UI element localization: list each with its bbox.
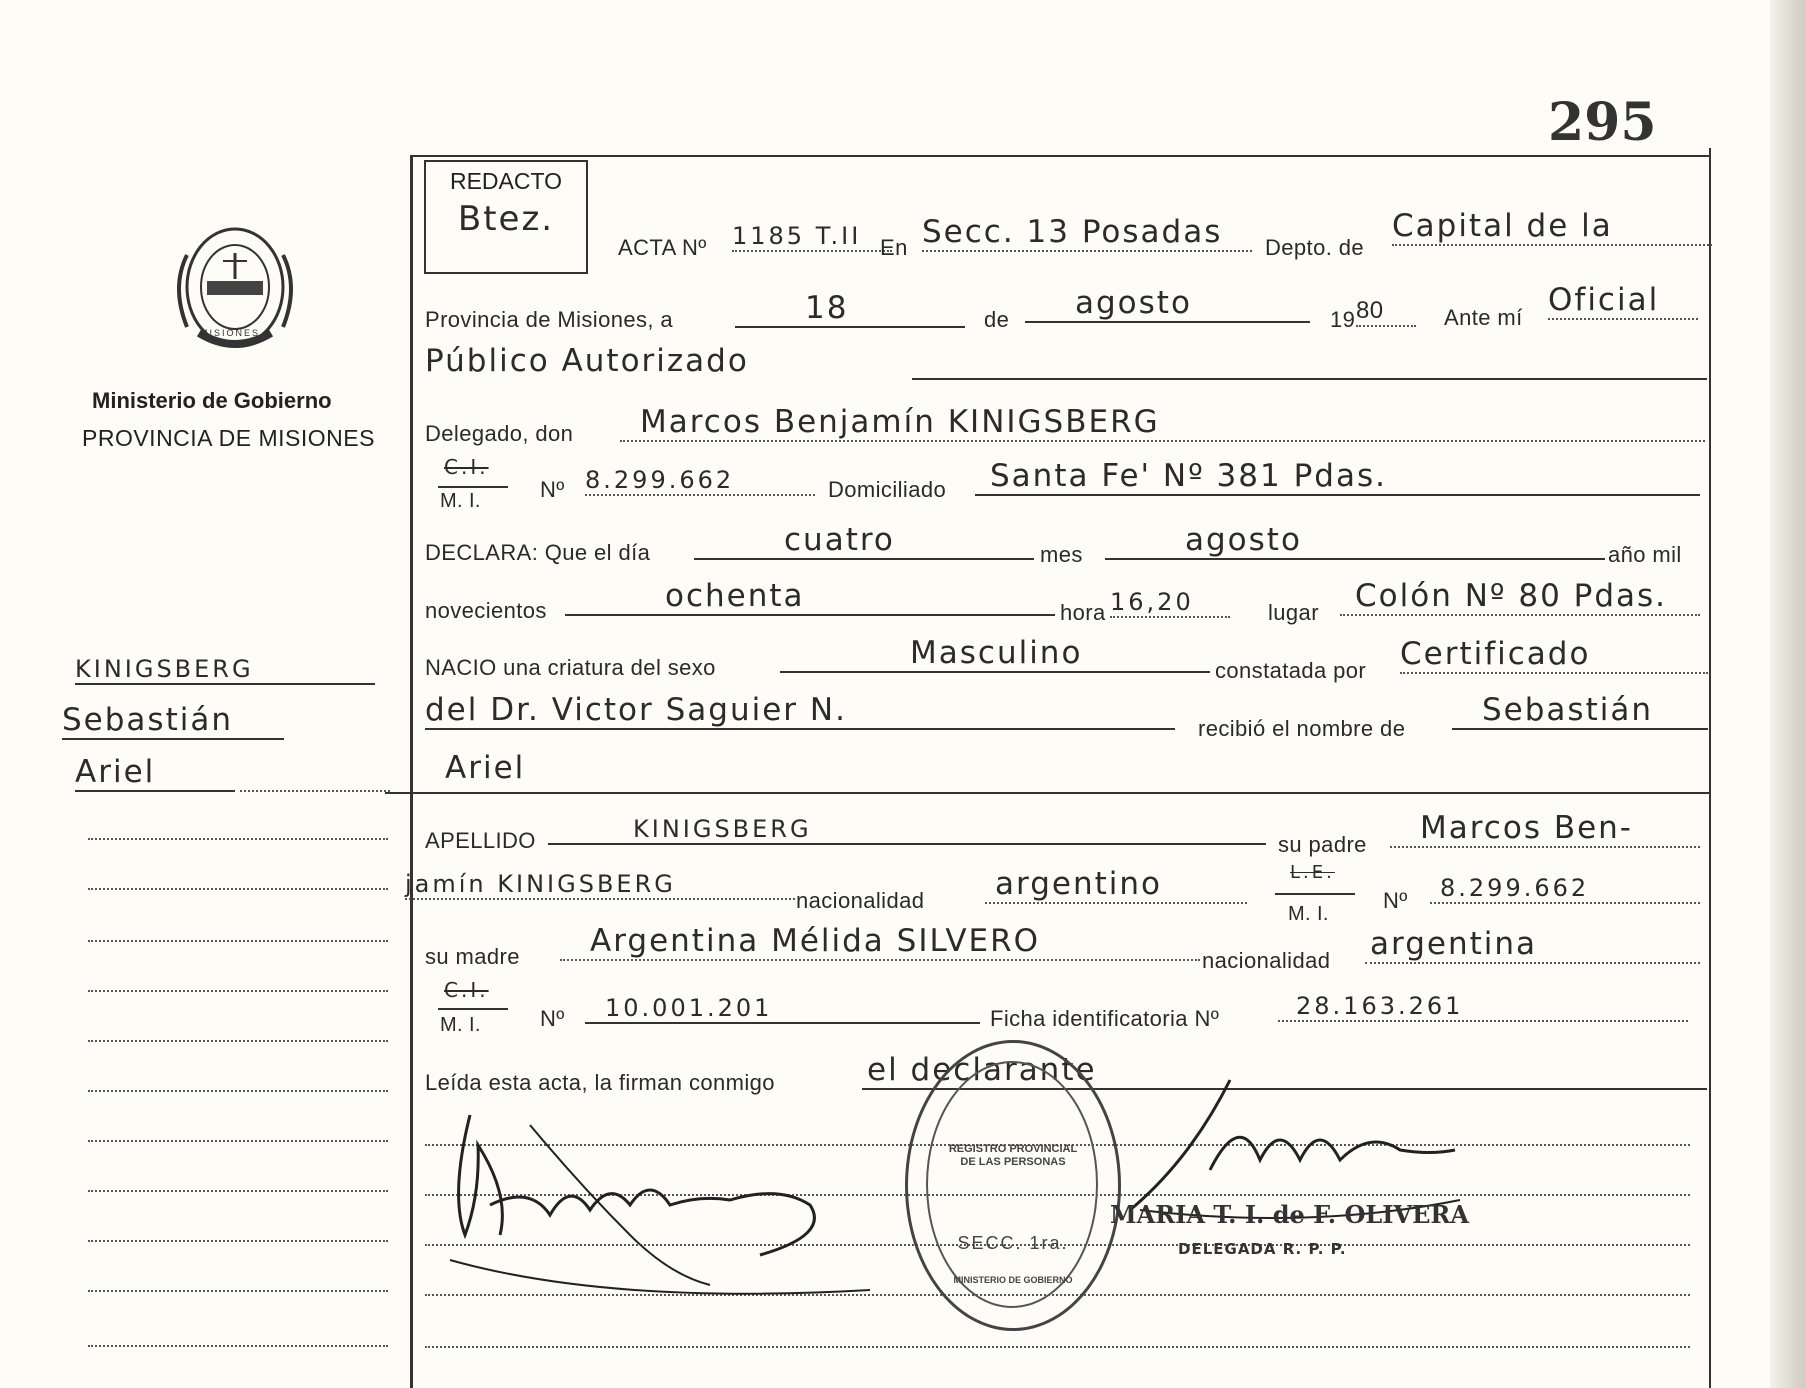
year-suffix: 80 bbox=[1356, 297, 1416, 327]
right-border bbox=[1709, 148, 1711, 1388]
margin-surname: KINIGSBERG bbox=[75, 655, 375, 685]
name-section-divider bbox=[385, 792, 1710, 794]
depto-label: Depto. de bbox=[1265, 235, 1365, 260]
recibio-label: recibió el nombre de bbox=[1198, 716, 1406, 741]
margin-dotted-line bbox=[240, 790, 390, 792]
declara-label: DECLARA: Que el día bbox=[425, 540, 651, 565]
delegado-no-label: Nº bbox=[540, 477, 565, 502]
birth-hour: 16,20 bbox=[1110, 588, 1230, 618]
margin-dotted-line bbox=[88, 888, 388, 890]
en-label: En bbox=[880, 235, 908, 260]
margin-dotted-line bbox=[88, 1290, 388, 1292]
left-border bbox=[410, 155, 413, 1388]
stamp-section: SECC. 1ra. bbox=[957, 1233, 1069, 1253]
padre-no-label: Nº bbox=[1383, 888, 1408, 913]
delegado-name: Marcos Benjamín KINIGSBERG bbox=[620, 404, 1705, 442]
padre-value: Marcos Ben- bbox=[1390, 810, 1700, 848]
margin-dotted-line bbox=[88, 940, 388, 942]
constatada-continued: del Dr. Victor Saguier N. bbox=[425, 692, 1175, 730]
domicilio-label: Domiciliado bbox=[828, 477, 947, 502]
page-number: 295 bbox=[1548, 92, 1657, 153]
madre-doc-struck: C.I. bbox=[444, 978, 489, 1002]
seal-caption-word: MISIONES bbox=[200, 328, 261, 338]
seal-caption bbox=[200, 328, 260, 338]
birth-year: ochenta bbox=[565, 578, 1055, 616]
stamp-bottom-text: MINISTERIO DE GOBIERNO bbox=[953, 1275, 1073, 1285]
ficha-label: Ficha identificatoria Nº bbox=[990, 1006, 1220, 1031]
margin-dotted-line bbox=[88, 1040, 388, 1042]
redacto-label: REDACTO bbox=[449, 168, 563, 194]
padre-doc-type: M. I. bbox=[1288, 903, 1329, 925]
constatada-label: constatada por bbox=[1215, 658, 1367, 683]
margin-dotted-line bbox=[88, 1190, 388, 1192]
birth-place: Colón Nº 80 Pdas. bbox=[1340, 578, 1700, 616]
stamp-ring-text: REGISTRO PROVINCIAL DE LAS PERSONAS bbox=[948, 1143, 1078, 1168]
provincial-seal bbox=[165, 215, 305, 360]
padre-doc-struck: L.E. bbox=[1290, 862, 1335, 883]
nombre-continued: Ariel bbox=[445, 750, 526, 786]
delegado-doc-number: 8.299.662 bbox=[585, 466, 815, 496]
de-label: de bbox=[984, 307, 1010, 332]
ministry-title: Ministerio de Gobierno bbox=[92, 388, 332, 413]
margin-dotted-line bbox=[88, 990, 388, 992]
delegado-doc-struck: C.I. bbox=[444, 455, 489, 479]
seccion-value: Secc. 13 Posadas bbox=[922, 214, 1252, 252]
top-border bbox=[410, 155, 1710, 157]
acta-label: ACTA Nº bbox=[618, 235, 707, 260]
madre-label: su madre bbox=[425, 944, 520, 969]
padre-label: su padre bbox=[1278, 832, 1367, 857]
apellido-value: KINIGSBERG bbox=[548, 815, 1266, 845]
acta-day: 18 bbox=[735, 290, 965, 328]
registry-stamp bbox=[905, 1040, 1121, 1331]
margin-dotted-line bbox=[88, 1090, 388, 1092]
constatada-value: Certificado bbox=[1400, 636, 1708, 674]
oficial-value: Oficial bbox=[1548, 282, 1698, 320]
domicilio-value: Santa Fe' Nº 381 Pdas. bbox=[975, 458, 1700, 496]
leida-label: Leída esta acta, la firman conmigo bbox=[425, 1070, 775, 1095]
novecientos-label: novecientos bbox=[425, 598, 547, 623]
hora-label: hora bbox=[1060, 600, 1106, 625]
birth-month: agosto bbox=[1105, 522, 1605, 560]
padre-nacionalidad: argentino bbox=[985, 866, 1247, 904]
firmante-value: el declarante bbox=[862, 1052, 1707, 1090]
delegado-doc-type: M. I. bbox=[440, 490, 481, 512]
acta-month: agosto bbox=[1025, 285, 1310, 323]
ante-label: Ante mí bbox=[1444, 305, 1523, 330]
lugar-label: lugar bbox=[1268, 600, 1319, 625]
madre-nacionalidad-label: nacionalidad bbox=[1202, 948, 1331, 973]
publico-line bbox=[912, 378, 1707, 380]
padre-nacionalidad-label: nacionalidad bbox=[796, 888, 925, 913]
margin-first-name: Sebastián bbox=[62, 702, 284, 740]
madre-doc-fraction-line bbox=[438, 1008, 508, 1010]
official-name: MARIA T. I. de F. OLIVERA bbox=[1110, 1200, 1469, 1229]
doc-type-fraction-line bbox=[438, 486, 508, 488]
publico-autorizado: Público Autorizado bbox=[425, 343, 749, 379]
province-title: PROVINCIA DE MISIONES bbox=[82, 425, 375, 451]
nacio-label: NACIO una criatura del sexo bbox=[425, 655, 716, 680]
madre-nacionalidad: argentina bbox=[1365, 926, 1700, 964]
margin-dotted-line bbox=[88, 838, 388, 840]
nombre-value: Sebastián bbox=[1452, 692, 1708, 730]
margin-dotted-line bbox=[88, 1140, 388, 1142]
official-signature bbox=[1110, 1060, 1470, 1220]
page-edge-shadow bbox=[1770, 0, 1805, 1388]
ficha-number: 28.163.261 bbox=[1278, 992, 1688, 1022]
declarant-signature bbox=[430, 1085, 910, 1305]
madre-value: Argentina Mélida SILVERO bbox=[560, 923, 1200, 961]
birth-day: cuatro bbox=[694, 522, 1034, 560]
provincia-label: Provincia de Misiones, a bbox=[425, 307, 674, 332]
year-prefix: 19 bbox=[1330, 307, 1356, 332]
depto-value: Capital de la bbox=[1392, 208, 1712, 246]
margin-middle-name: Ariel bbox=[75, 754, 235, 792]
padre-continued: jamín KINIGSBERG bbox=[405, 870, 795, 900]
delegado-label: Delegado, don bbox=[425, 421, 574, 446]
official-title: DELEGADA R. P. P. bbox=[1178, 1240, 1347, 1258]
anio-label: año mil bbox=[1608, 542, 1682, 567]
acta-number: 1185 T.II bbox=[732, 222, 892, 252]
margin-dotted-line bbox=[88, 1345, 388, 1347]
madre-doc-type: M. I. bbox=[440, 1014, 481, 1036]
padre-doc-number: 8.299.662 bbox=[1430, 874, 1700, 904]
redacto-initials: Btez. bbox=[457, 199, 555, 239]
signature-line bbox=[425, 1346, 1690, 1348]
madre-doc-number: 10.001.201 bbox=[585, 994, 980, 1024]
redacto-box bbox=[424, 160, 588, 274]
madre-no-label: Nº bbox=[540, 1006, 565, 1031]
sexo-value: Masculino bbox=[780, 635, 1210, 673]
mes-label: mes bbox=[1040, 542, 1083, 567]
margin-dotted-line bbox=[88, 1240, 388, 1242]
padre-doc-fraction-line bbox=[1275, 893, 1355, 895]
apellido-label: APELLIDO bbox=[425, 828, 536, 853]
